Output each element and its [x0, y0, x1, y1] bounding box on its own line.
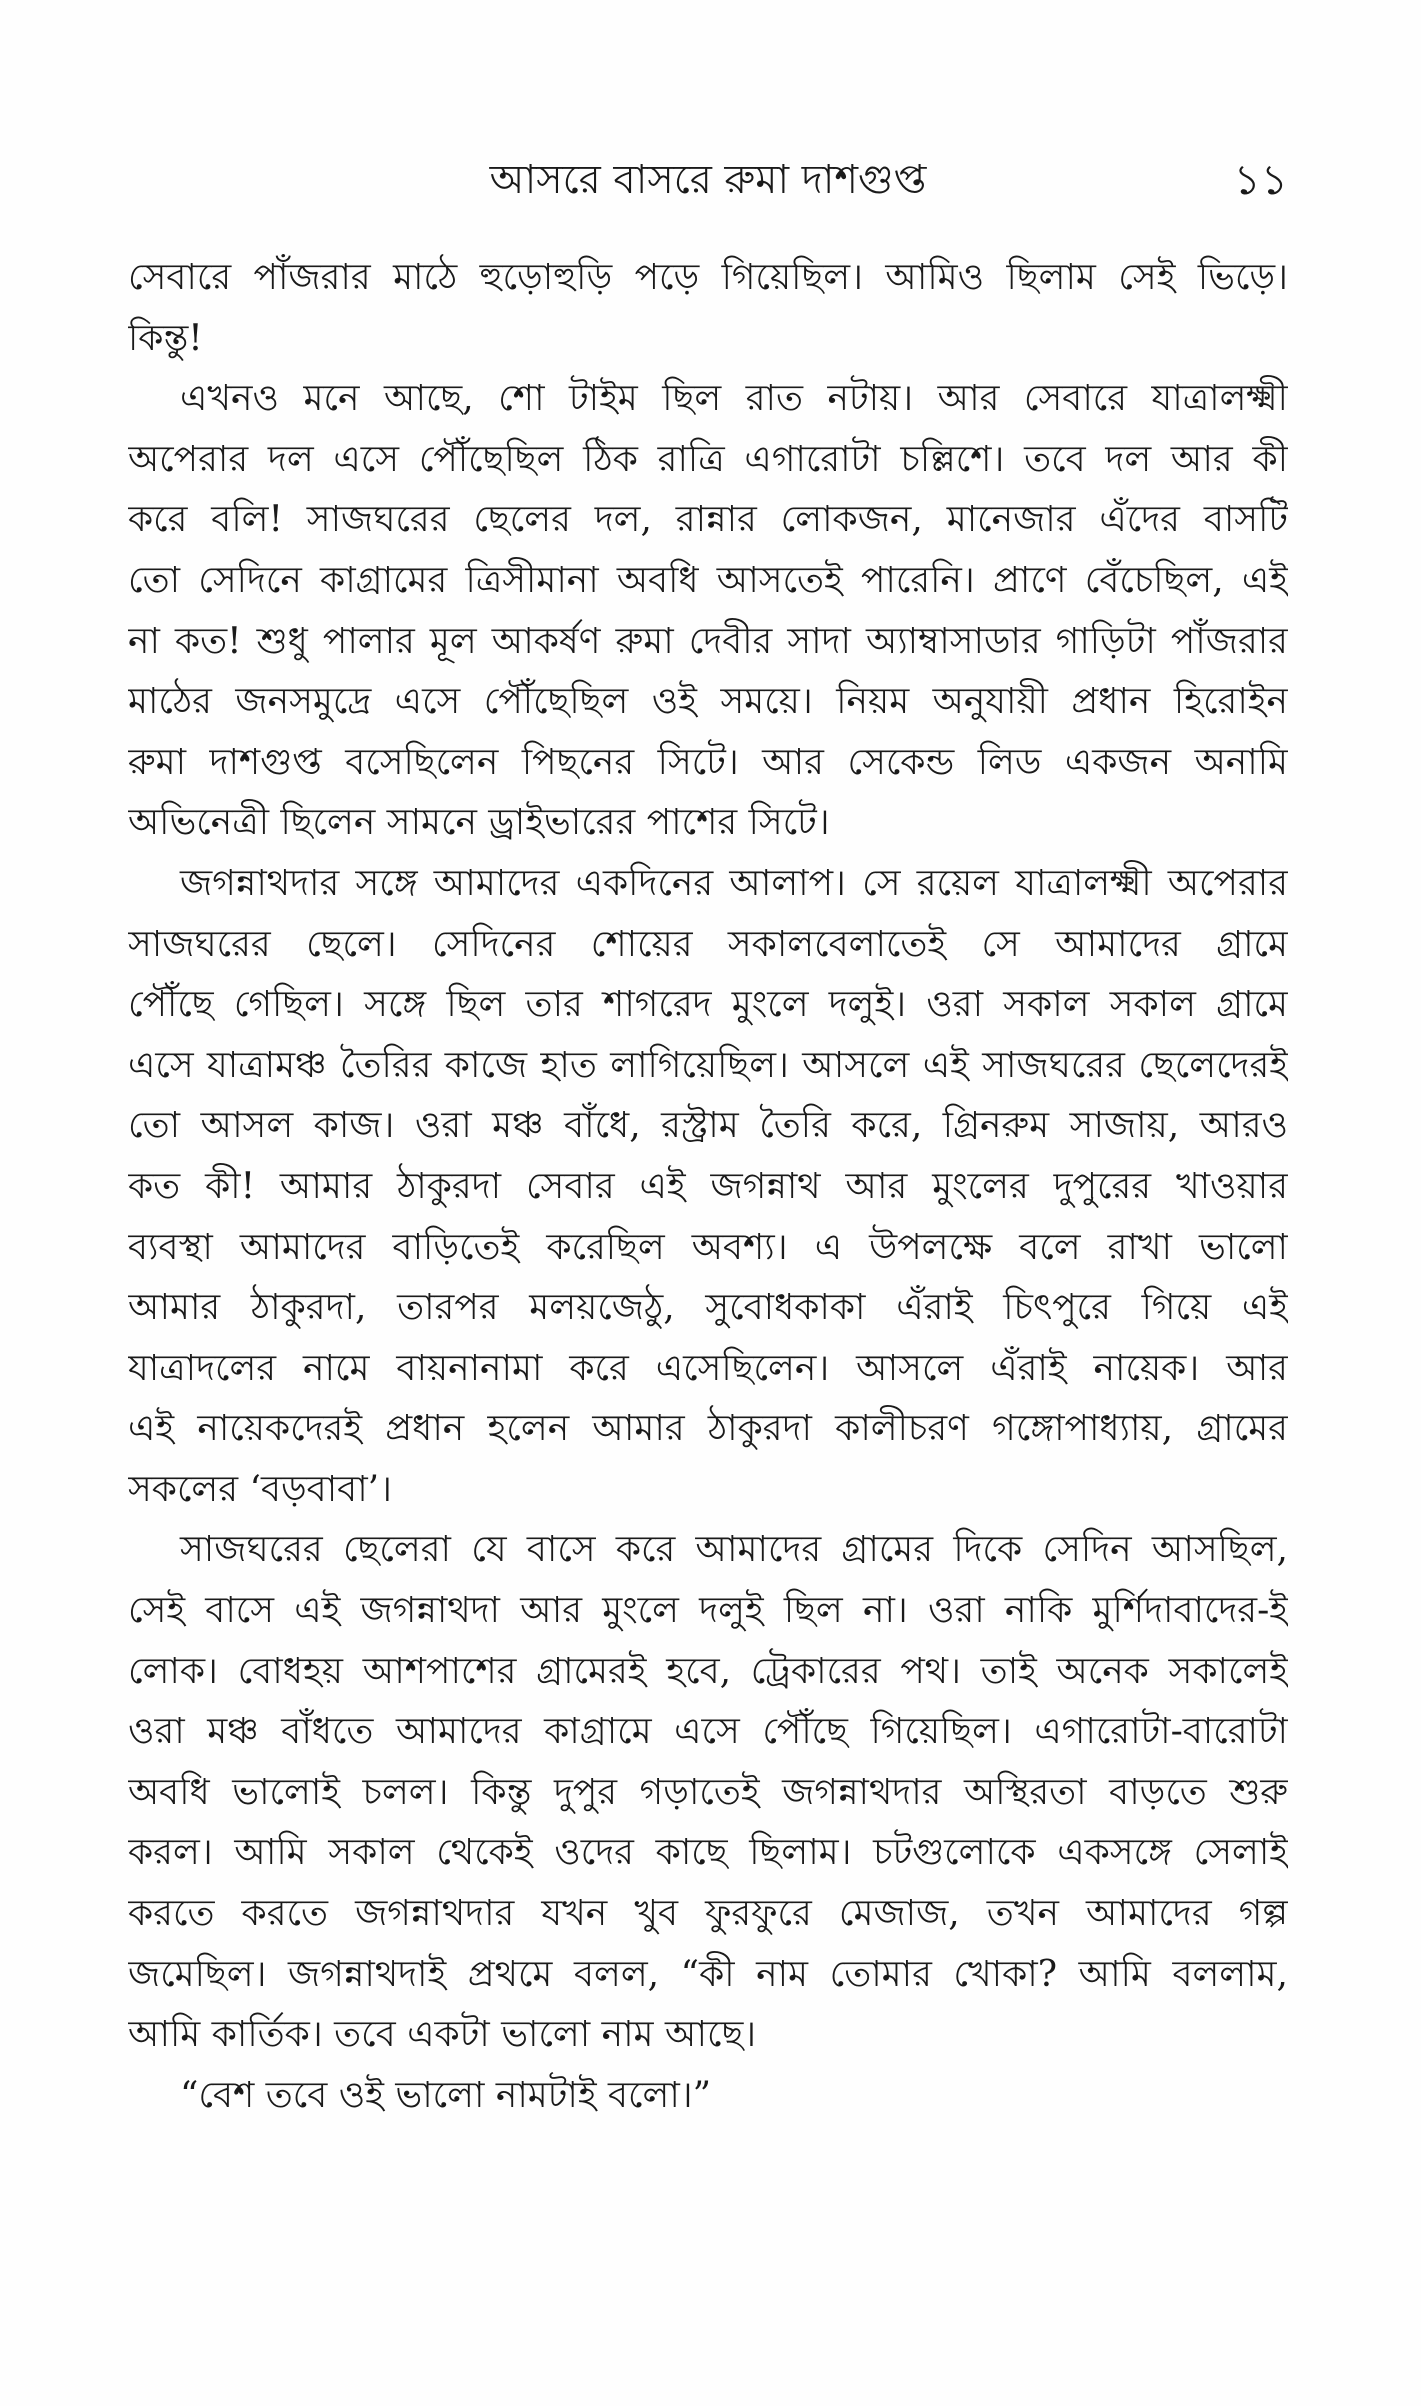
- text-line: “বেশ তবে ওই ভালো নামটাই বলো।”: [180, 2074, 712, 2116]
- text-line: সাজঘরের ছেলেরা যে বাসে করে আমাদের গ্রামের দিকে সেদিন আসছিল,: [180, 1529, 1288, 1571]
- text-line: রুমা দাশগুপ্ত বসেছিলেন পিছনের সিটে। আর সেকেন্ড লিড একজন অনামি: [128, 741, 1288, 783]
- text-line: এসে যাত্রামঞ্চ তৈরির কাজে হাত লাগিয়েছিল। আসলে এই সাজঘরের ছেলেদেরই: [128, 1044, 1288, 1086]
- text-line: মাঠের জনসমুদ্রে এসে পৌঁছেছিল ওই সময়ে। নিয়ম অনুযায়ী প্রধান হিরোইন: [128, 681, 1288, 723]
- body-text: [128, 248, 1288, 2126]
- text-line: এই নায়েকদেরই প্রধান হলেন আমার ঠাকুরদা কালীচরণ গঙ্গোপাধ্যায়, গ্রামের: [128, 1408, 1288, 1450]
- page-header: [128, 150, 1288, 210]
- text-line: অভিনেত্রী ছিলেন সামনে ড্রাইভারের পাশের সিটে।: [128, 802, 830, 844]
- text-line: না কত! শুধু পালার মূল আকর্ষণ রুমা দেবীর সাদা অ্যাম্বাসাডার গাড়িটা পাঁজরার: [128, 620, 1288, 662]
- text-line: অবধি ভালোই চলল। কিন্তু দুপুর গড়াতেই জগন্নাথদার অস্থিরতা বাড়তে শুরু: [128, 1771, 1288, 1813]
- text-line: কিন্তু!: [128, 317, 203, 359]
- text-line: লোক। বোধহয় আশপাশের গ্রামেরই হবে, ট্রেকারের পথ। তাই অনেক সকালেই: [128, 1650, 1288, 1692]
- text-line: তো সেদিনে কাগ্রামের ত্রিসীমানা অবধি আসতেই পারেনি। প্রাণে বেঁচেছিল, এই: [128, 559, 1288, 601]
- text-line: এখনও মনে আছে, শো টাইম ছিল রাত নটায়। আর সেবারে যাত্রালক্ষ্মী: [180, 378, 1288, 420]
- text-line: জগন্নাথদার সঙ্গে আমাদের একদিনের আলাপ। সে রয়েল যাত্রালক্ষ্মী অপেরার: [180, 862, 1288, 904]
- page-number: ১১: [1233, 155, 1288, 204]
- text-line: সেবারে পাঁজরার মাঠে হুড়োহুড়ি পড়ে গিয়েছিল। আমিও ছিলাম সেই ভিড়ে।: [128, 257, 1288, 298]
- text-line: সকলের ‘বড়বাবা’।: [128, 1468, 392, 1510]
- text-line: করে বলি! সাজঘরের ছেলের দল, রান্নার লোকজন, মানেজার এঁদের বাসটি: [128, 499, 1288, 541]
- text-line: আমার ঠাকুরদা, তারপর মলয়জেঠু, সুবোধকাকা এঁরাই চিৎপুরে গিয়ে এই: [128, 1287, 1288, 1329]
- text-line: সাজঘরের ছেলে। সেদিনের শোয়ের সকালবেলাতেই সে আমাদের গ্রামে: [128, 923, 1288, 965]
- text-line: ওরা মঞ্চ বাঁধতে আমাদের কাগ্রামে এসে পৌঁছে গিয়েছিল। এগারোটা-বারোটা: [128, 1711, 1288, 1753]
- text-line: তো আসল কাজ। ওরা মঞ্চ বাঁধে, রস্ট্রাম তৈরি করে, গ্রিনরুম সাজায়, আরও: [128, 1105, 1288, 1147]
- text-line: কত কী! আমার ঠাকুরদা সেবার এই জগন্নাথ আর মুংলের দুপুরের খাওয়ার: [128, 1165, 1288, 1207]
- text-line: জমেছিল। জগন্নাথদাই প্রথমে বলল, “কী নাম তোমার খোকা? আমি বললাম,: [128, 1953, 1288, 1995]
- text-line: সেই বাসে এই জগন্নাথদা আর মুংলে দলুই ছিল না। ওরা নাকি মুর্শিদাবাদের-ই: [128, 1590, 1288, 1632]
- text-line: ব্যবস্থা আমাদের বাড়িতেই করেছিল অবশ্য। এ উপলক্ষে বলে রাখা ভালো: [128, 1226, 1288, 1268]
- text-line: অপেরার দল এসে পৌঁছেছিল ঠিক রাত্রি এগারোটা চল্লিশে। তবে দল আর কী: [128, 438, 1288, 480]
- text-line: আমি কার্তিক। তবে একটা ভালো নাম আছে।: [128, 2014, 757, 2056]
- text-line: যাত্রাদলের নামে বায়নানামা করে এসেছিলেন। আসলে এঁরাই নায়েক। আর: [128, 1347, 1288, 1389]
- text-line: পৌঁছে গেছিল। সঙ্গে ছিল তার শাগরেদ মুংলে দলুই। ওরা সকাল সকাল গ্রামে: [128, 984, 1288, 1026]
- running-title: আসরে বাসরে রুমা দাশগুপ্ত: [489, 157, 927, 203]
- text-line: করতে করতে জগন্নাথদার যখন খুব ফুরফুরে মেজাজ, তখন আমাদের গল্প: [128, 1893, 1288, 1935]
- text-line: করল। আমি সকাল থেকেই ওদের কাছে ছিলাম। চটগুলোকে একসঙ্গে সেলাই: [128, 1832, 1288, 1874]
